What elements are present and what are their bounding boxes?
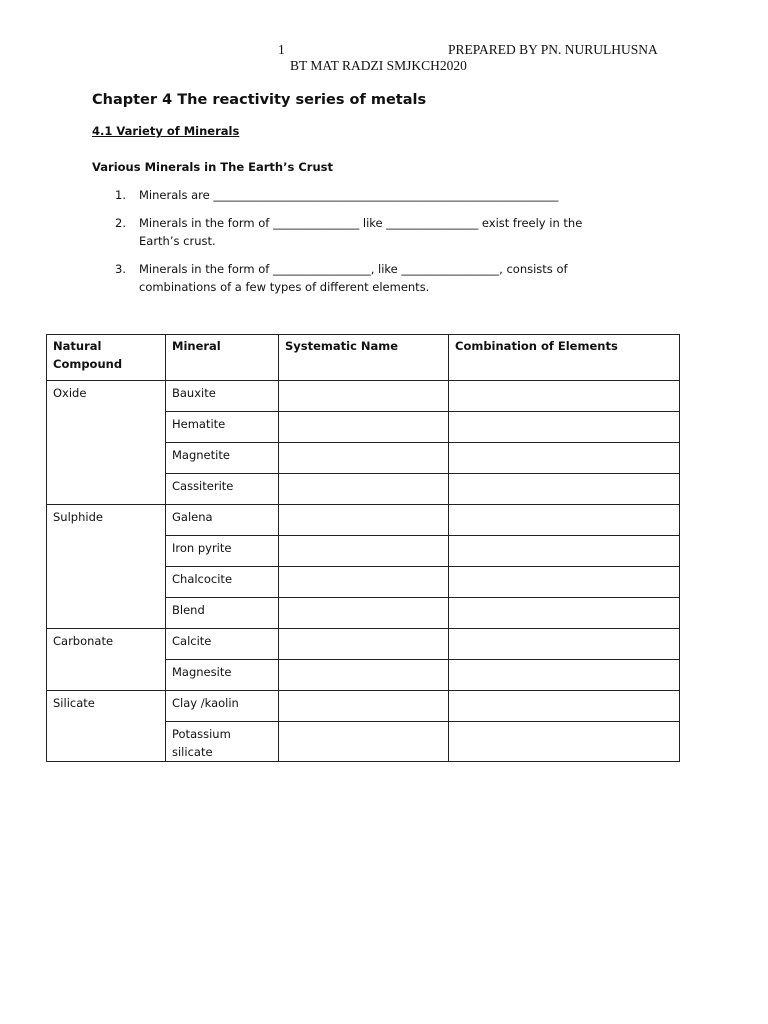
mineral-cell: Magnesite <box>166 660 279 691</box>
mineral-cell: Cassiterite <box>166 474 279 505</box>
combination-of-elements-blank-cell <box>449 629 680 660</box>
question-line: combinations of a few types of different elements. <box>139 280 430 294</box>
question-number: 3. <box>115 262 126 276</box>
combination-of-elements-blank-cell <box>449 567 680 598</box>
combination-of-elements-blank-cell <box>449 660 680 691</box>
page-number: 1 <box>278 42 285 57</box>
combination-of-elements-blank-cell <box>449 505 680 536</box>
combination-of-elements-blank-cell <box>449 691 680 722</box>
mineral-cell: Galena <box>166 505 279 536</box>
natural-compound-cell: Carbonate <box>47 629 166 691</box>
table-row <box>47 381 680 412</box>
table-row <box>47 505 680 536</box>
systematic-name-blank-cell <box>279 598 449 629</box>
systematic-name-blank-cell <box>279 505 449 536</box>
combination-of-elements-blank-cell <box>449 536 680 567</box>
question-text <box>139 214 582 250</box>
question-number: 1. <box>115 188 126 202</box>
question-line: Minerals in the form of _______________ like ________________ exist freely in the <box>139 216 583 230</box>
mineral-cell: Chalcocite <box>166 567 279 598</box>
mineral-cell: Blend <box>166 598 279 629</box>
systematic-name-blank-cell <box>279 660 449 691</box>
question-text: Minerals are ____________________________________________________________ <box>139 188 559 202</box>
combination-of-elements-blank-cell <box>449 381 680 412</box>
systematic-name-blank-cell <box>279 412 449 443</box>
minerals-table <box>46 334 680 762</box>
combination-of-elements-blank-cell <box>449 412 680 443</box>
prepared-by: PREPARED BY PN. NURULHUSNA <box>448 42 658 57</box>
chapter-title: Chapter 4 The reactivity series of metals <box>92 92 427 108</box>
systematic-name-blank-cell <box>279 722 449 762</box>
question-line: Minerals in the form of _________________, like _________________, consists of <box>139 262 568 276</box>
combination-of-elements-blank-cell <box>449 443 680 474</box>
question-number: 2. <box>115 216 126 230</box>
school-line: BT MAT RADZI SMJKCH2020 <box>290 58 467 73</box>
table-row <box>47 629 680 660</box>
combination-of-elements-blank-cell <box>449 598 680 629</box>
subheading: Various Minerals in The Earth’s Crust <box>92 160 333 174</box>
header-combination-of-elements: Combination of Elements <box>449 335 680 381</box>
natural-compound-cell: Sulphide <box>47 505 166 629</box>
header-systematic-name: Systematic Name <box>279 335 449 381</box>
mineral-cell: Calcite <box>166 629 279 660</box>
mineral-cell: Hematite <box>166 412 279 443</box>
mineral-cell: Bauxite <box>166 381 279 412</box>
table-row <box>47 691 680 722</box>
combination-of-elements-blank-cell <box>449 722 680 762</box>
systematic-name-blank-cell <box>279 691 449 722</box>
table-header-row <box>47 335 680 381</box>
mineral-cell: Potassium silicate <box>166 722 279 762</box>
mineral-cell: Iron pyrite <box>166 536 279 567</box>
systematic-name-blank-cell <box>279 536 449 567</box>
systematic-name-blank-cell <box>279 474 449 505</box>
natural-compound-cell: Oxide <box>47 381 166 505</box>
systematic-name-blank-cell <box>279 629 449 660</box>
header-natural-compound: Natural Compound <box>47 335 166 381</box>
systematic-name-blank-cell <box>279 443 449 474</box>
mineral-cell: Clay /kaolin <box>166 691 279 722</box>
question-text <box>139 260 568 296</box>
section-title: 4.1 Variety of Minerals <box>92 124 240 138</box>
combination-of-elements-blank-cell <box>449 474 680 505</box>
systematic-name-blank-cell <box>279 567 449 598</box>
mineral-cell: Magnetite <box>166 443 279 474</box>
systematic-name-blank-cell <box>279 381 449 412</box>
natural-compound-cell: Silicate <box>47 691 166 762</box>
header-mineral: Mineral <box>166 335 279 381</box>
question-line: Earth’s crust. <box>139 234 216 248</box>
